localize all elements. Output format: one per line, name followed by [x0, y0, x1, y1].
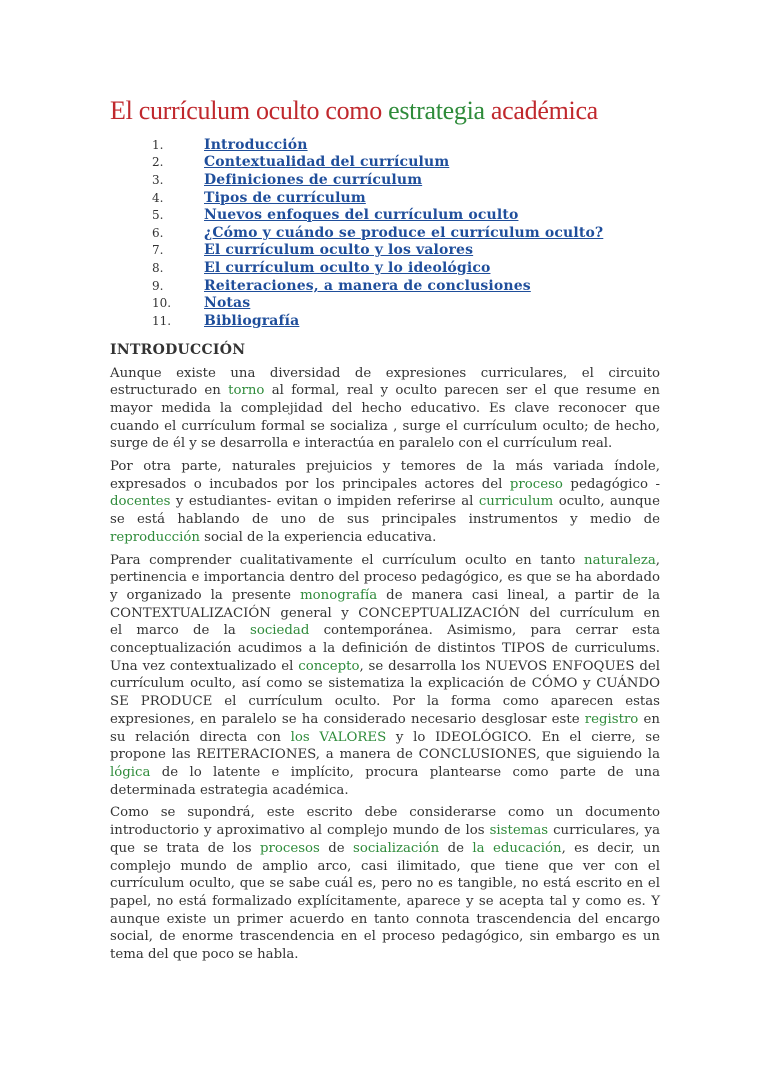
text-segment: Aunque existe una diversidad de expresiones curriculares, el circuito — [110, 365, 660, 381]
text-line — [110, 476, 660, 494]
text-line — [110, 875, 660, 893]
toc-link[interactable]: El currículum oculto y lo ideológico — [204, 259, 491, 276]
inline-link[interactable]: concepto — [298, 658, 360, 674]
toc-number: 10. — [152, 296, 172, 311]
toc-item — [110, 136, 660, 154]
text-line — [110, 804, 660, 822]
text-segment: de manera casi lineal, a partir de la — [377, 587, 661, 603]
toc-item — [110, 277, 660, 295]
text-segment: Para comprender cualitativamente el currículum oculto en tanto — [110, 552, 585, 568]
inline-link[interactable]: curriculum — [478, 494, 554, 510]
toc-link[interactable]: Bibliografía — [204, 312, 300, 329]
inline-link[interactable]: proceso — [509, 476, 563, 492]
toc-item — [110, 224, 660, 242]
toc-link[interactable]: Reiteraciones, a manera de conclusiones — [204, 277, 531, 294]
text-segment: oculto, aunque — [553, 494, 660, 510]
text-line — [110, 400, 660, 418]
title-part-3: académica — [484, 96, 598, 125]
text-line — [110, 418, 660, 436]
inline-link[interactable]: docentes — [110, 494, 171, 510]
text-segment: CONTEXTUALIZACIÓN general y CONCEPTUALIZACIÓN del currículum en — [110, 605, 660, 621]
title-part-1: El currículum oculto como — [110, 96, 389, 125]
toc-link[interactable]: Introducción — [204, 136, 308, 153]
toc-item — [110, 294, 660, 312]
text-segment: social, de enorme trascendencia en el proceso pedagógico, sin embargo es un — [110, 929, 660, 945]
toc-number: 11. — [152, 313, 172, 328]
text-segment: surge de él y se desarrolla e interactúa en paralelo con el currículum real. — [110, 436, 613, 452]
text-segment: de — [439, 840, 473, 856]
text-line — [110, 729, 660, 747]
toc-number: 4. — [152, 190, 164, 205]
text-segment: de lo latente e implícito, procura plantearse como parte de una — [150, 765, 660, 780]
title-part-2: estrategia — [388, 96, 485, 125]
text-line — [110, 382, 660, 400]
text-line — [110, 675, 660, 693]
text-segment: en — [638, 711, 660, 727]
toc-link[interactable]: Contextualidad del currículum — [204, 154, 450, 171]
text-line — [110, 605, 660, 623]
text-segment: introductorio y aproximativo al complejo mundo de los — [110, 823, 490, 839]
inline-link[interactable]: naturaleza — [584, 552, 656, 568]
inline-link[interactable]: socialización — [353, 840, 440, 856]
inline-link[interactable]: sistemas — [489, 823, 549, 839]
toc-link[interactable]: Definiciones de currículum — [204, 171, 423, 188]
text-segment: currículum oculto, así como se sistematiza la explicación de CÓMO y CUÁNDO — [110, 676, 660, 692]
text-line — [110, 552, 660, 570]
document-title — [110, 96, 660, 126]
text-line — [110, 435, 660, 453]
text-line — [110, 840, 660, 858]
toc-number: 9. — [152, 278, 164, 293]
toc-number: 3. — [152, 172, 164, 187]
text-segment: tema del que poco se habla. — [110, 947, 299, 963]
text-segment: y estudiantes- evitan o impiden referirse al — [170, 494, 479, 510]
paragraph — [110, 365, 660, 454]
text-line — [110, 893, 660, 911]
text-segment: complejo mundo de amplio arco, casi ilimitado, que tiene que ver con el — [110, 858, 660, 874]
inline-link[interactable]: torno — [228, 383, 265, 399]
text-line — [110, 764, 660, 782]
text-line — [110, 928, 660, 946]
text-segment: que se trata de los — [110, 840, 260, 856]
toc-link[interactable]: El currículum oculto y los valores — [204, 242, 474, 259]
text-line — [110, 946, 660, 964]
text-segment: Una vez contextualizado el — [110, 658, 299, 674]
text-segment: , es decir, un — [561, 840, 661, 856]
inline-link[interactable]: procesos — [260, 840, 320, 856]
text-line — [110, 511, 660, 529]
toc-number: 6. — [152, 225, 164, 240]
text-segment: conceptualización acudimos a la definición de distintos TIPOS de curriculums. — [110, 641, 660, 657]
toc-item — [110, 312, 660, 330]
body-text — [110, 365, 660, 964]
toc-link[interactable]: Notas — [204, 295, 251, 312]
toc-item — [110, 189, 660, 207]
text-line — [110, 622, 660, 640]
inline-link[interactable]: sociedad — [250, 623, 310, 639]
text-line — [110, 693, 660, 711]
text-segment: Como se supondrá, este escrito debe considerarse como un documento — [110, 805, 660, 821]
toc-link[interactable]: Nuevos enfoques del currículum oculto — [204, 207, 519, 224]
text-segment: estructurado en — [110, 383, 229, 399]
text-line — [110, 458, 660, 476]
text-segment: el marco de la — [110, 623, 250, 639]
text-segment: y lo IDEOLÓGICO. En el cierre, se — [386, 729, 661, 745]
text-segment: , se desarrolla los NUEVOS ENFOQUES del — [359, 658, 660, 674]
toc-item — [110, 259, 660, 277]
text-line — [110, 493, 660, 511]
toc-item — [110, 154, 660, 172]
text-segment: se está hablando de uno de sus principales instrumentos y medio de — [110, 512, 660, 528]
text-segment: social de la experiencia educativa. — [199, 529, 437, 545]
text-line — [110, 782, 660, 800]
text-segment: , — [655, 552, 660, 568]
text-segment: expresados o incubados por los principales actores del — [110, 476, 510, 492]
text-segment: pertinencia e importancia dentro del proceso pedagógico, es que se ha abordado — [110, 570, 660, 586]
text-segment: cuando el currículum formal se socializa , surge el currículum oculto; de hecho, — [110, 418, 660, 434]
toc-item — [110, 171, 660, 189]
inline-link[interactable]: reproducción — [110, 529, 200, 545]
text-segment: SE PRODUCE el currículum oculto. Por la forma como aparecen estas — [110, 694, 660, 710]
section-heading: INTRODUCCIÓN — [110, 341, 246, 358]
text-segment: pedagógico - — [562, 476, 660, 492]
text-segment: su relación directa con — [110, 729, 291, 745]
text-segment: y organizado la presente — [110, 587, 301, 603]
inline-link[interactable]: la educación — [472, 840, 562, 856]
text-segment: curriculares, ya — [548, 823, 660, 839]
toc-item — [110, 206, 660, 224]
toc-number: 1. — [152, 137, 164, 152]
text-line — [110, 365, 660, 383]
text-segment: Por otra parte, naturales prejuicios y temores de la más variada índole, — [110, 459, 660, 475]
toc-number: 2. — [152, 155, 164, 170]
text-segment: aunque existe un primer acuerdo en tanto connota trascendencia del encargo — [110, 911, 660, 927]
paragraph — [110, 458, 660, 547]
text-line — [110, 587, 660, 605]
toc-number: 7. — [152, 243, 164, 258]
text-line — [110, 858, 660, 876]
text-line — [110, 822, 660, 840]
inline-link[interactable]: registro — [584, 711, 639, 727]
inline-link[interactable]: los VALORES — [290, 729, 387, 745]
toc-item — [110, 242, 660, 260]
text-segment: mayor medida la complejidad del hecho educativo. Es clave reconocer que — [110, 400, 660, 416]
text-line — [110, 711, 660, 729]
inline-link[interactable]: monografía — [300, 587, 378, 603]
text-segment: contemporánea. Asimismo, para cerrar esta — [309, 623, 660, 639]
toc-link[interactable]: ¿Cómo y cuándo se produce el currículum oculto? — [204, 224, 604, 241]
text-line — [110, 746, 660, 764]
paragraph — [110, 804, 660, 963]
text-segment: de — [319, 840, 354, 856]
text-line — [110, 658, 660, 676]
inline-link[interactable]: lógica — [110, 765, 151, 780]
text-segment: determinada estrategia académica. — [110, 782, 349, 798]
text-line — [110, 569, 660, 587]
text-segment: expresiones, en paralelo se ha considerado necesario desglosar este — [110, 711, 585, 727]
toc-number: 8. — [152, 260, 164, 275]
toc-number: 5. — [152, 208, 164, 223]
document-page — [110, 96, 660, 969]
text-line — [110, 911, 660, 929]
toc-link[interactable]: Tipos de currículum — [204, 189, 366, 206]
table-of-contents — [110, 136, 660, 330]
text-segment: al formal, real y oculto parecen ser el que resume en — [264, 383, 660, 399]
text-segment: propone las REITERACIONES, a manera de CONCLUSIONES, que siguiendo la — [110, 747, 660, 763]
text-segment: papel, no está formalizado explícitamente, aparece y se acepta tal y como es. Y — [110, 893, 660, 909]
paragraph — [110, 552, 660, 800]
text-line — [110, 640, 660, 658]
text-segment: currículum oculto, que se sabe cuál es, pero no es tangible, no está escrito en el — [110, 876, 660, 892]
text-line — [110, 529, 660, 547]
